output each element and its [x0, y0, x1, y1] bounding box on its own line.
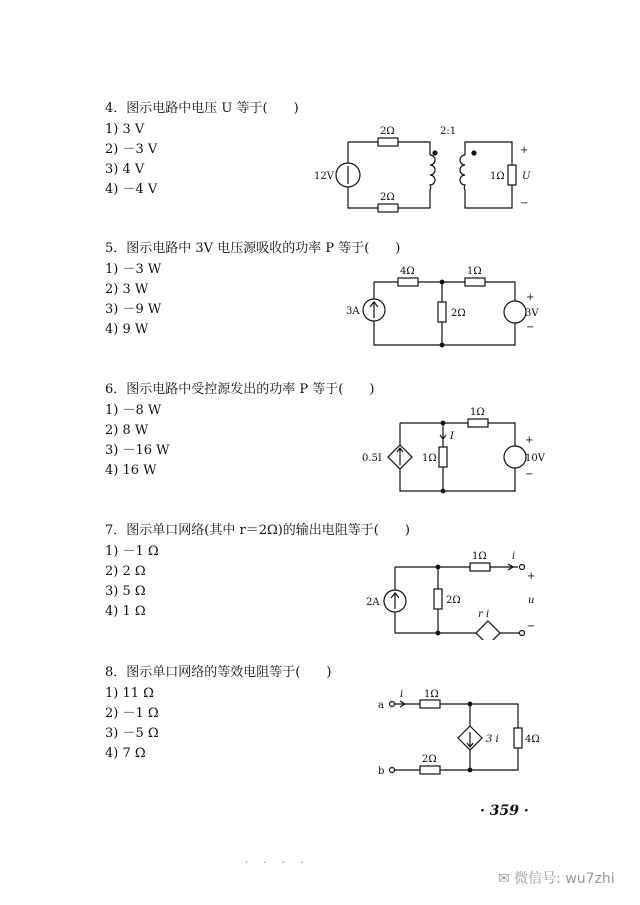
circuit-7 [360, 545, 550, 640]
label-dep: 0.5I [362, 453, 382, 464]
option-1: 1) 3 V [105, 122, 145, 137]
label-r1: 1Ω [472, 551, 487, 562]
label-minus: − [527, 621, 536, 632]
label-u: U [522, 171, 531, 182]
option-1: 1) －1 Ω [105, 544, 159, 559]
label-r2: 2Ω [380, 192, 395, 203]
label-i: i [512, 551, 516, 562]
option-2: 2) －3 V [105, 142, 158, 157]
circuit-4 [300, 120, 540, 220]
option-3: 3) －16 W [105, 443, 170, 458]
option-3: 3) 5 Ω [105, 584, 146, 599]
label-plus: + [520, 145, 529, 156]
question-title: 8．图示单口网络的等效电阻等于( ) [105, 665, 332, 680]
label-cur: I [450, 431, 454, 442]
option-4: 4) 9 W [105, 322, 149, 337]
watermark [498, 868, 615, 888]
label-ratio: 2:1 [440, 126, 457, 137]
label-minus: − [520, 198, 529, 209]
label-r3: 2Ω [451, 308, 466, 319]
label-dep: r i [478, 609, 490, 620]
option-2: 2) 3 W [105, 282, 149, 297]
label-minus: − [526, 322, 535, 333]
label-r2: 2Ω [446, 595, 461, 606]
label-plus: + [526, 292, 535, 303]
label-minus: − [525, 469, 534, 480]
label-u: u [528, 595, 535, 606]
question-title: 7．图示单口网络(其中 r＝2Ω)的输出电阻等于( ) [105, 523, 410, 538]
circuit-6 [360, 403, 545, 495]
option-2: 2) －1 Ω [105, 706, 159, 721]
label-r1: 4Ω [400, 266, 415, 277]
label-rl: 1Ω [490, 171, 505, 182]
option-3: 3) 4 V [105, 162, 145, 177]
label-r2: 1Ω [467, 266, 482, 277]
option-3: 3) －9 W [105, 302, 162, 317]
circuit-5 [340, 262, 540, 352]
label-b: b [378, 766, 385, 777]
question-8 [105, 661, 331, 764]
label-r1: 1Ω [424, 689, 439, 700]
option-1: 1) －8 W [105, 403, 162, 418]
label-isrc: 3A [346, 306, 360, 317]
option-2: 2) 2 Ω [105, 564, 146, 579]
label-plus: + [527, 571, 536, 582]
wechat-icon: ✉ [498, 871, 515, 887]
option-2: 2) 8 W [105, 423, 149, 438]
question-title: 6．图示电路中受控源发出的功率 P 等于( ) [105, 382, 375, 397]
question-4 [105, 97, 299, 200]
footer-dots: · · · · [245, 858, 310, 869]
option-4: 4) 16 W [105, 463, 157, 478]
label-r2: 2Ω [422, 754, 437, 765]
label-i: i [400, 689, 404, 700]
option-4: 4) －4 V [105, 182, 158, 197]
option-1: 1) －3 W [105, 262, 162, 277]
label-isrc: 2A [366, 597, 380, 608]
label-r3: 4Ω [525, 734, 540, 745]
option-4: 4) 7 Ω [105, 746, 146, 761]
question-title: 4．图示电路中电压 U 等于( ) [105, 101, 299, 116]
label-r1: 2Ω [380, 126, 395, 137]
question-title: 5．图示电路中 3V 电压源吸收的功率 P 等于( ) [105, 241, 401, 256]
option-1: 1) 11 Ω [105, 686, 154, 701]
label-plus: + [525, 435, 534, 446]
label-r2: 1Ω [422, 453, 437, 464]
label-vsrc: 3V [525, 308, 539, 319]
label-dep: 3 i [486, 734, 499, 745]
label-src: 12V [314, 171, 334, 182]
label-r1: 1Ω [470, 407, 485, 418]
question-6 [105, 378, 374, 481]
circuit-8 [370, 688, 545, 783]
label-a: a [378, 700, 384, 711]
label-vsrc: 10V [525, 453, 545, 464]
watermark-text: 微信号: wu7zhi [514, 871, 615, 887]
option-4: 4) 1 Ω [105, 604, 146, 619]
option-3: 3) －5 Ω [105, 726, 159, 741]
page-number: · 359 · [480, 803, 529, 819]
